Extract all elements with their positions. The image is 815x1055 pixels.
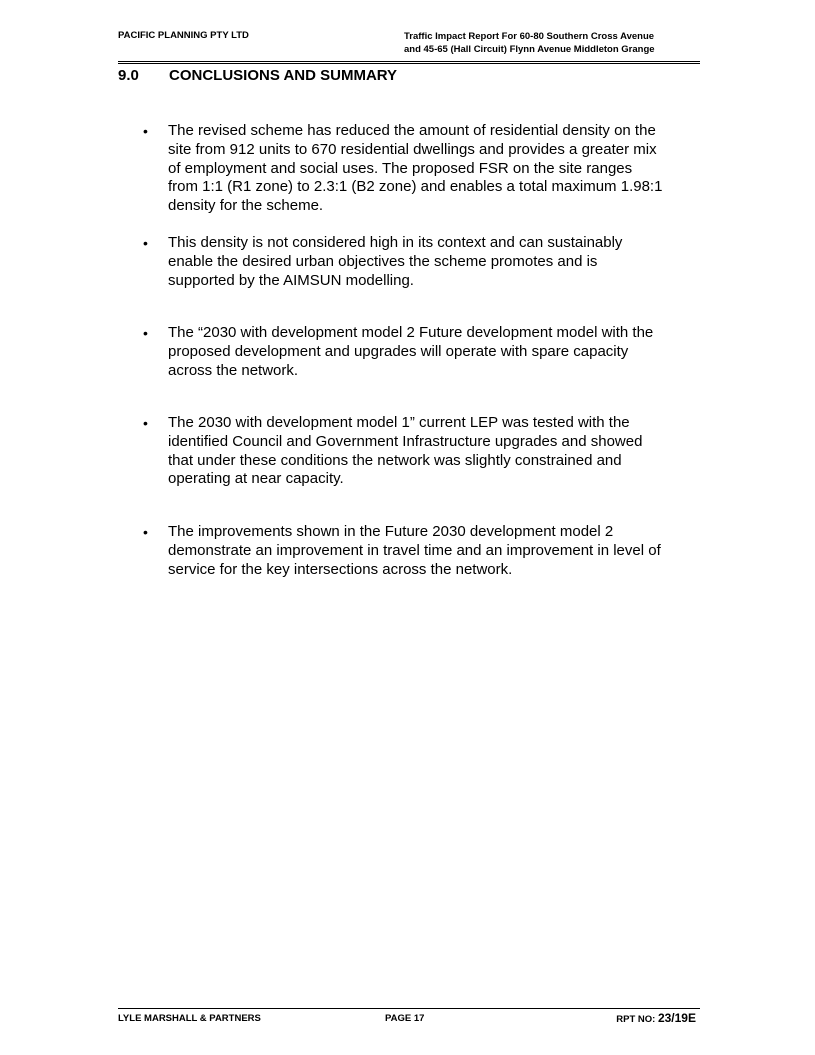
page-footer: [118, 1011, 700, 1027]
list-item-line: from 1:1 (R1 zone) to 2.3:1 (B2 zone) and enables a total maximum 1.98:1: [168, 178, 663, 196]
list-item: [143, 523, 661, 579]
list-item-line: proposed development and upgrades will operate with spare capacity: [168, 342, 629, 360]
list-item-line: density for the scheme.: [168, 197, 324, 215]
bullet-icon: •: [143, 123, 148, 139]
list-item-line: enable the desired urban objectives the scheme promotes and is: [168, 252, 598, 270]
list-item-line: that under these conditions the network was slightly constrained and: [168, 451, 622, 469]
header-company: PACIFIC PLANNING PTY LTD: [118, 30, 249, 41]
list-item-line: identified Council and Government Infrastructure upgrades and showed: [168, 432, 643, 450]
footer-divider: [118, 1008, 700, 1009]
bullet-icon: •: [143, 524, 148, 540]
section-heading: [118, 67, 397, 84]
header-report-line-2: and 45-65 (Hall Circuit) Flynn Avenue Middleton Grange: [404, 44, 655, 55]
footer-firm: LYLE MARSHALL & PARTNERS: [118, 1013, 261, 1024]
page-header: [118, 28, 700, 61]
footer-report-number: [616, 1011, 696, 1025]
list-item-line: of employment and social uses. The proposed FSR on the site ranges: [168, 159, 633, 177]
header-report-title: [404, 30, 655, 56]
list-item-line: supported by the AIMSUN modelling.: [168, 271, 414, 289]
section-title: CONCLUSIONS AND SUMMARY: [169, 67, 398, 84]
footer-rpt-value: 23/19E: [657, 1011, 696, 1025]
footer-page-number: PAGE 17: [385, 1013, 425, 1024]
list-item-line: site from 912 units to 670 residential dwellings and provides a greater mix: [168, 140, 657, 158]
bullet-icon: •: [143, 415, 148, 431]
header-divider: [118, 61, 700, 64]
list-item-line: across the network.: [168, 361, 299, 379]
list-item-line: The improvements shown in the Future 2030 development model 2: [168, 523, 614, 540]
bullet-icon: •: [143, 325, 148, 341]
list-item-line: The revised scheme has reduced the amount of residential density on the: [168, 122, 656, 139]
list-item-line: service for the key intersections across the network.: [168, 560, 513, 578]
list-item-line: This density is not considered high in its context and can sustainably: [168, 234, 623, 251]
list-item-line: The 2030 with development model 1” current LEP was tested with the: [168, 414, 630, 431]
list-item: [143, 414, 642, 489]
list-item: [143, 324, 653, 380]
list-item: [143, 122, 662, 216]
header-report-line-1: Traffic Impact Report For 60-80 Southern Cross Avenue: [404, 31, 655, 42]
section-number: 9.0: [118, 67, 139, 84]
list-item: [143, 234, 622, 290]
footer-rpt-label: RPT NO:: [616, 1014, 658, 1025]
list-item-line: The “2030 with development model 2 Future development model with the: [168, 324, 654, 341]
list-item-line: demonstrate an improvement in travel time and an improvement in level of: [168, 541, 661, 559]
bullet-icon: •: [143, 235, 148, 251]
list-item-line: operating at near capacity.: [168, 470, 344, 488]
